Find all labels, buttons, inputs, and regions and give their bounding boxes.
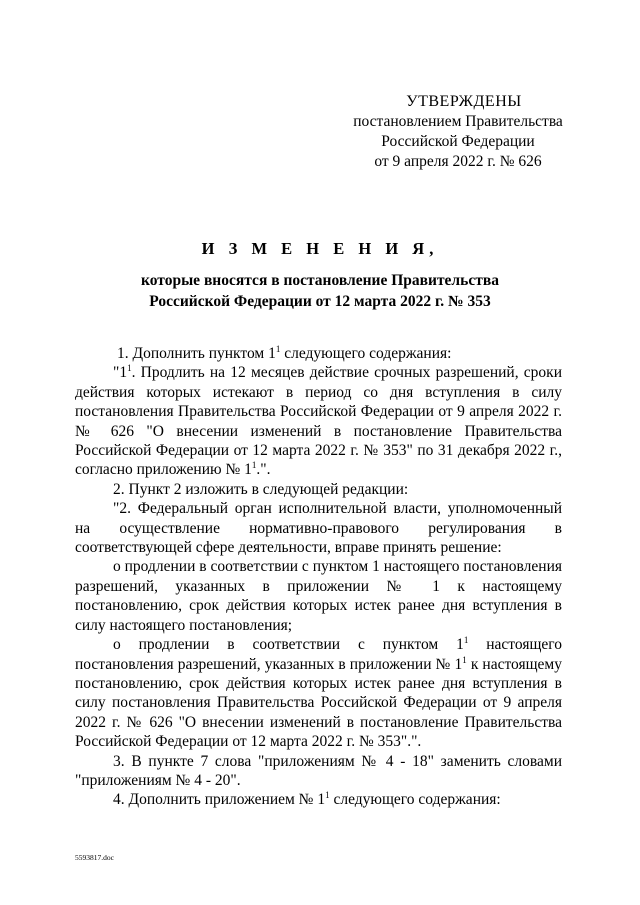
item-1-content-body: . Продлить на 12 месяцев действие срочных разрешений, сроки действия которых истекают в период со дня вступления в силу постановления Правительства Российской Федерации от 9 апреля 2022 г. № 626 "О внесении изменений в постановление Правительства Российской Федерации от 12 марта 2022 г. № 353" по 31 декабря 2022 г., согласно приложению № 1 — [75, 364, 562, 479]
document-subtitle — [60, 270, 580, 312]
item-1 — [75, 344, 562, 363]
item-2b-end: к настоящему постановлению, срок действия которых истек ранее дня вступления в силу постановления Правительства Российской Федерации от 9 апреля 2022 г. № 626 "О внесении изменений в постановление Правительства Российской Федерации от 12 марта 2022 г. № 353".". — [75, 655, 562, 751]
item-2-subpoint-a: о продлении в соответствии с пунктом 1 настоящего постановления разрешений, указанных в приложении № 1 к настоящему постановлению, срок действия которых истек ранее дня вступления в силу настоящего постановления; — [75, 558, 562, 634]
item-1-content — [75, 363, 562, 479]
subtitle-line-1: которые вносятся в постановление Правительства — [141, 272, 499, 289]
item-2-content: "2. Федеральный орган исполнительной власти, уполномоченный на осуществление нормативно-правового регулирования в соответствующей сфере деятельности, вправе принять решение: — [75, 500, 562, 557]
item-1-text-end: следующего содержания: — [280, 345, 452, 362]
item-2: 2. Пункт 2 изложить в следующей редакции: — [113, 480, 409, 498]
approval-stamp-block — [330, 92, 586, 172]
superscript: 1 — [275, 344, 281, 354]
item-2b-start: о продлении в соответствии с пунктом 1 — [113, 636, 464, 654]
document-file-id: 5593817.doc — [75, 853, 114, 862]
item-4-text-end: следующего содержания: — [329, 791, 501, 809]
approval-line-2: Российской Федерации — [381, 133, 535, 150]
title-block — [60, 238, 580, 312]
item-1-content-start: "1 — [113, 364, 128, 382]
subtitle-line-2: Российской Федерации от 12 марта 2022 г. № 353 — [149, 293, 491, 310]
superscript: 1 — [463, 635, 469, 646]
superscript: 1 — [127, 363, 132, 374]
item-1-content-end: .". — [256, 461, 271, 479]
item-2b-middle: настоящего постановления разрешений, указанных в приложении № 1 — [75, 636, 562, 673]
item-3: 3. В пункте 7 слова "приложениям № 4 - 18" заменить словами "приложениям № 4 - 20". — [75, 752, 562, 789]
item-1-text: 1. Дополнить пунктом 1 — [117, 345, 276, 362]
item-4-text: 4. Дополнить приложением № 1 — [113, 791, 326, 809]
superscript: 1 — [325, 790, 330, 801]
superscript: 1 — [462, 654, 467, 665]
superscript: 1 — [251, 460, 257, 471]
document-body — [75, 344, 562, 810]
document-heading: И З М Е Н Е Н И Я, — [201, 239, 439, 258]
item-2-subpoint-b — [75, 635, 562, 751]
approval-stamp: УТВЕРЖДЕНЫ — [406, 93, 522, 110]
item-4 — [75, 790, 562, 809]
approval-line-1: постановлением Правительства — [353, 113, 563, 130]
approval-date: от 9 апреля 2022 г. № 626 — [374, 153, 542, 170]
